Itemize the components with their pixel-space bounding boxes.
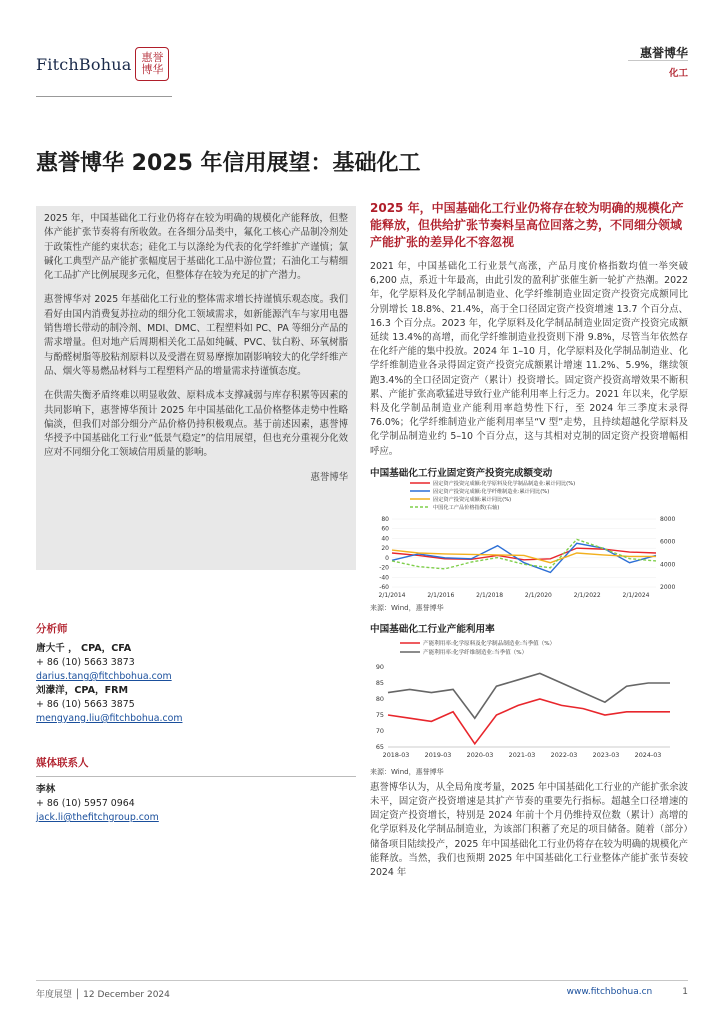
summary-signature: 惠誉博华 xyxy=(310,471,348,483)
x-tick-label: 2019-03 xyxy=(424,750,452,759)
summary-paragraph-1: 2025 年，中国基础化工行业仍将存在较为明确的规模化产能释放，但整体产能扩张节奏将有所收敛。在各细分品类中，氟化工核心产品制冷剂处于政策性产能约束状态；硅化工与以涤纶为代表的化学纤维扩产谨慎；氯碱化工典型产品产能扩张幅度居于基础化工品中游位置；石油化工与精细化工品扩产比例展现多元化，但整体存在较为充足的扩产潜力。 xyxy=(44,213,348,282)
y-tick-label: 80 xyxy=(381,515,389,523)
legend-label: 中国化工产品价格指数(右轴) xyxy=(433,504,500,511)
summary-box xyxy=(36,206,356,570)
footer-divider xyxy=(36,980,688,981)
chart2-title: 中国基础化工行业产能利用率 xyxy=(370,623,495,635)
page-number: 1 xyxy=(682,987,688,997)
header-brand: 惠誉博华 xyxy=(639,46,688,60)
analyst-email-link[interactable]: darius.tang@fitchbohua.com xyxy=(36,671,172,682)
y-tick-label: 85 xyxy=(375,678,384,687)
section-heading: 2025 年，中国基础化工行业仍将存在较为明确的规模化产能释放，但供给扩张节奏料呈高位回落之势，不同细分领域产能扩张的差异化不容忽视 xyxy=(370,201,684,249)
y-tick-label: -20 xyxy=(379,564,389,572)
body-paragraph-2: 惠誉博华认为，从全局角度考量，2025 年中国基础化工行业的产能扩张余波未平，固定资产投资增速是其扩产节奏的重要先行指标。超越全口径增速的固定资产投资增长，特别是 2024 年前十个月仍维持双位数（累计）高增的化学原料及化学制品制造业，为该部门积蓄了充足的项目储备。随着（部分）储备项目陆续投产，2025 年中国基础化工行业仍将存在较为明确的规模化产能释放。当然，我们也预期 2025 年中国基础化工行业整体产能扩张节奏较 2024 年 xyxy=(370,781,688,879)
y-tick-label: 75 xyxy=(375,710,384,719)
legend-label: 固定资产投资完成额:化学纤维制造业:累计同比(%) xyxy=(433,488,550,495)
legend-label: 产能利用率:化学原料及化学制品制造业:当季值（%） xyxy=(423,640,556,647)
media-contact-name: 李林 xyxy=(36,784,56,795)
header-sector: 化工 xyxy=(668,68,688,79)
analysts-heading: 分析师 xyxy=(36,623,68,635)
media-contact-email-link[interactable]: jack.li@thefitchgroup.com xyxy=(36,812,159,823)
analysts-section xyxy=(36,622,356,726)
x-tick-label: 2/1/2014 xyxy=(378,591,406,599)
logo-seal: 惠誉博华 xyxy=(135,47,169,81)
x-tick-label: 2/1/2018 xyxy=(476,591,504,599)
body-paragraph-1: 2021 年，中国基础化工行业景气高涨，产品月度价格指数均值一举突破 6,200 点，系近十年最高，由此引发的盈利扩张催生新一轮扩产热潮。2022 年，化学原料及化学制品制造业、化学纤维制造业固定资产投资完成额同比分别增长 18.8%、21.4%，高于全口径固定资产投资增速 13.7 个百分点、16.3 个百分点。2023 年，化学原料及化学制品制造业固定资产投资完成额延续 13.4%的高增，而化学纤维制造业投资则下滑 9.8%，尽管当年依然存在化纤产能的集中投放。2024 年 1–10 月，化学原料及化学制品制造业、化学纤维制造业各录得固定资产投资完成额累计增速 11.2%、5.9%，继续领跑3.4%的全口径固定资产（累计）投资增长。固定资产投资高增效果不断积累、产能扩张高歌猛进导致行业产能利用率上行乏力。2021 年以来，化学原料及化学制品制造业产能利用率趋势性下行，至 2024 年三季度末录得76.0%；化学纤维制造业产能利用率呈“V 型”走势，且持续超越化学原料及化学制品制造业约 5–10 个百分点，这与其相对克制的固定资产投资增幅相呼应。 xyxy=(370,261,688,457)
analyst-email-link[interactable]: mengyang.liu@fitchbohua.com xyxy=(36,713,183,724)
chart1-title: 中国基础化工行业固定资产投资完成额变动 xyxy=(370,467,553,479)
y-tick-label: -60 xyxy=(379,583,389,591)
y2-tick-label: 4000 xyxy=(660,561,676,569)
x-tick-label: 2020-03 xyxy=(466,750,494,759)
y-tick-label: 0 xyxy=(385,554,389,562)
summary-paragraph-2: 惠誉博华对 2025 年基础化工行业的整体需求增长持谨慎乐观态度。我们看好由国内消费复苏拉动的细分化工领域需求，如新能源汽车与家用电器销售增长带动的制冷剂、MDI、DMC、工程塑料如 PC、PA 等细分产品的需求增量。但对地产后周期相关化工品如纯碱、PVC、钛白粉、环氧树脂与酚醛树脂等胶粘剂原料以及受潜在贸易摩擦加剧影响较大的化学纤维产品、烟火等易燃品材料与工程塑料产品的增量需求持谨慎态度。 xyxy=(44,294,348,377)
analyst-name: 唐大千 ， CPA，CFA xyxy=(36,643,132,654)
x-tick-label: 2021-03 xyxy=(508,750,536,759)
chart2-source: 来源：Wind，惠誉博华 xyxy=(370,767,444,776)
analyst-name: 刘濛洋，CPA，FRM xyxy=(36,685,129,696)
analyst-phone: + 86 (10) 5663 3873 xyxy=(36,657,135,668)
y-tick-label: 70 xyxy=(375,726,384,735)
x-tick-label: 2/1/2016 xyxy=(427,591,455,599)
x-tick-label: 2018-03 xyxy=(382,750,410,759)
y2-tick-label: 2000 xyxy=(660,583,676,591)
footer-left: 年度展望 │ 12 December 2024 xyxy=(36,990,170,1000)
logo xyxy=(36,44,169,84)
logo-divider xyxy=(36,96,172,97)
x-tick-label: 2024-03 xyxy=(634,750,662,759)
media-divider xyxy=(36,776,356,777)
page-title: 惠誉博华 2025 年信用展望：基础化工 xyxy=(36,151,421,176)
media-heading: 媒体联系人 xyxy=(36,757,89,769)
main-column xyxy=(370,200,688,880)
x-tick-label: 2/1/2022 xyxy=(573,591,601,599)
legend-label: 固定资产投资完成额:累计同比(%) xyxy=(433,496,512,503)
y-tick-label: 80 xyxy=(375,694,384,703)
utilization-chart xyxy=(370,635,688,763)
analyst-phone: + 86 (10) 5663 3875 xyxy=(36,699,135,710)
y2-tick-label: 8000 xyxy=(660,515,676,523)
summary-paragraph-3: 在供需失衡矛盾终难以明显收敛、原料成本支撑减弱与库存积累等因素的共同影响下，惠誉博华预计 2025 年中国基础化工品价格整体走势中性略偏淡，但我们对部分细分产品价格仍持积极观点。基于前述因素，惠誉博华授予中国基础化工行业“低景气稳定”的信用展望，但也充分重视分化效应对不同细分化工领域信用质量的影响。 xyxy=(44,390,348,459)
y-tick-label: 90 xyxy=(375,662,384,671)
series-line xyxy=(388,699,670,744)
footer-url-link[interactable]: www.fitchbohua.cn xyxy=(566,987,653,997)
header-right xyxy=(640,44,688,79)
legend-label: 产能利用率:化学纤维制造业:当季值（%） xyxy=(423,649,528,656)
y-tick-label: 40 xyxy=(381,535,389,543)
logo-text: FitchBohua xyxy=(36,54,132,74)
media-section xyxy=(36,756,356,825)
y-tick-label: 65 xyxy=(375,742,384,751)
x-tick-label: 2/1/2024 xyxy=(622,591,650,599)
chart1-source: 来源：Wind，惠誉博华 xyxy=(370,603,444,612)
x-tick-label: 2022-03 xyxy=(550,750,578,759)
media-contact-phone: + 86 (10) 5957 0964 xyxy=(36,798,135,809)
y2-tick-label: 6000 xyxy=(660,538,676,546)
y-tick-label: 20 xyxy=(381,544,389,552)
investment-chart xyxy=(370,479,688,599)
footer xyxy=(36,987,688,1000)
legend-label: 固定资产投资完成额:化学原料及化学制品制造业:累计同比(%) xyxy=(433,480,576,487)
x-tick-label: 2023-03 xyxy=(592,750,620,759)
y-tick-label: -40 xyxy=(379,574,389,582)
y-tick-label: 60 xyxy=(381,525,389,533)
x-tick-label: 2/1/2020 xyxy=(524,591,552,599)
